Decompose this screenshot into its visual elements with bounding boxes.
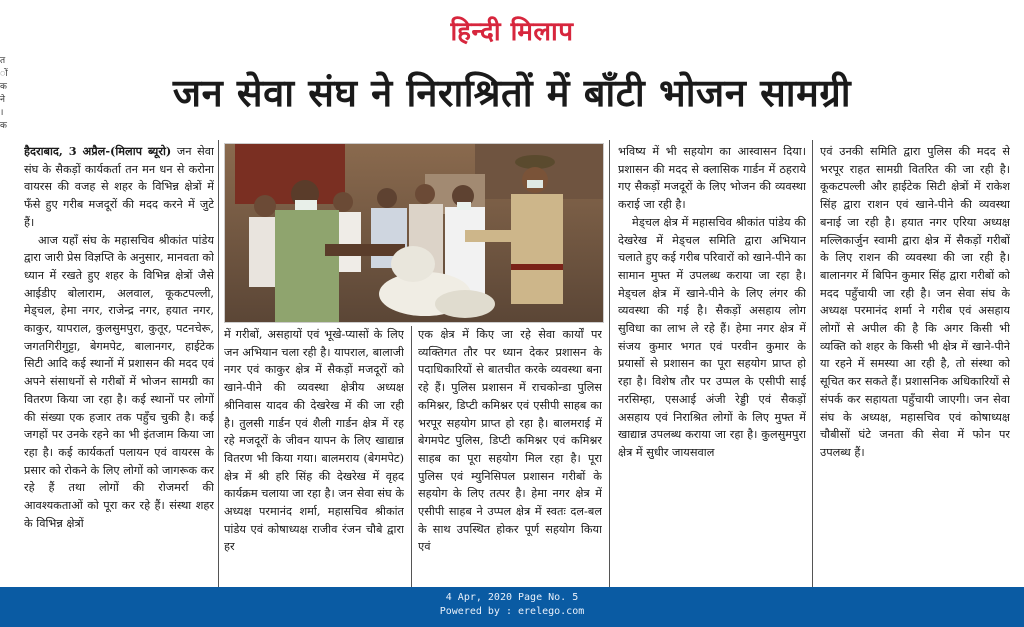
column-divider	[812, 140, 813, 587]
article-column-2	[224, 326, 404, 586]
article-column-5	[820, 143, 1010, 586]
footer-powered-by: Powered by : erelego.com	[439, 606, 585, 617]
article-column-1	[24, 143, 214, 586]
article-paragraph: जन सेवा संघ के सैकड़ों कार्यकर्ता तन मन धन से करोना वायरस की वजह से शहर के विभिन्न क्षेत्रों में फँसे हुए गरीब मजदूरों की मदद करने में जुटे हैं।	[24, 145, 214, 229]
article-column-3	[418, 326, 602, 586]
column-divider	[609, 140, 610, 587]
article-dateline: हैदराबाद, 3 अप्रैल-(मिलाप ब्यूरो)	[24, 144, 172, 158]
newspaper-masthead: हिन्दी मिलाप	[450, 17, 574, 47]
article-paragraph: एवं उनकी समिति द्वारा पुलिस की मदद से भरपूर राहत सामग्री वितरित की जा रही है। कूकटपल्ली और हाईटेक सिटी क्षेत्रों में राकेश सिंह द्वारा राशन एवं खाने-पीने की व्यवस्था बनाई जा रही है। हयात नगर एरिया अध्यक्ष मल्लिकार्जुन स्वामी द्वारा क्षेत्र में सैकड़ों गरीबों के लिए राशन की व्यवस्था की जा रही है। बालानगर में बिपिन कुमार सिंह द्वारा गरीबों को मदद पहुँचायी जा रही है। जन सेवा संघ के अध्यक्ष परमानंद शर्मा ने गरीब एवं असहाय लोगों से अपील की है कि अगर किसी भी व्यक्ति को शहर के किसी भी क्षेत्र में खाने-पीने या रहने में समस्या आ रही है, तो संस्था को सूचित कर सकते हैं। प्रशासनिक अधिकारियों से संपर्क कर सहायता पहुँचायी जाएगी। जन सेवा संघ के अध्यक्ष, महासचिव एवं कोषाध्यक्ष चौबीसों घंटे जनता की सेवा में फोन पर उपलब्ध हैं।	[820, 145, 1010, 459]
article-paragraph: एक क्षेत्र में किए जा रहे सेवा कार्यों पर व्यक्तिगत तौर पर ध्यान देकर प्रशासन के पदाधिकारियों से बातचीत करके व्यवस्था बना रहे हैं। पुलिस प्रशासन में राचकोन्डा पुलिस कमिश्नर, डिप्टी कमिश्नर एवं एसीपी साहब का भरपूर सहयोग प्राप्त हो रहा है। बालमराई में बेगमपेट पुलिस, डिप्टी कमिश्नर एवं कमिश्नर साहब का पूरा सहयोग मिल रहा है। पूरा पुलिस एवं म्युनिसिपल प्रशासन गरीबों के सहयोग के लिए तत्पर है। हेमा नगर क्षेत्र में एसीपी साहब ने उप्पल क्षेत्र में स्वतः दल-बल के साथ उपस्थित होकर पूर्ण सहयोग किया एवं	[418, 328, 602, 554]
article-paragraph: भविष्य में भी सहयोग का आस्वासन दिया। प्रशासन की मदद से क्लासिक गार्डन में ठहराये गए सैकड़ों मजदूरों के लिए भोजन की व्यवस्था कराई जा रही है।	[618, 145, 806, 212]
article-paragraph: में गरीबों, असहायों एवं भूखे-प्यासों के लिए जन अभियान चला रही है। यापराल, बालाजी नगर एवं काकुर क्षेत्र में सैकड़ों मजदूरों को खाने-पीने की व्यवस्था क्षेत्रीय अध्यक्ष श्रीनिवास यादव की देखरेख में की जा रही है। तुलसी गार्डन एवं शैली गार्डन क्षेत्र में रह रहे मजदूरों के जीवन यापन के लिए खाद्यान्न वितरण भी किया गया। बालमराय (बेगमपेट) क्षेत्र में श्री हरि सिंह की देखरेख में वृहद कार्यक्रम चलाया जा रहा है। जन सेवा संघ के अध्यक्ष परमानंद शर्मा, महासचिव श्रीकांत पांडेय एवं कोषाध्यक्ष राजीव रंजन चौबे द्वारा हर	[224, 328, 404, 554]
article-paragraph: मेड्चल क्षेत्र में महासचिव श्रीकांत पांडेय की देखरेख में मेड्चल समिति द्वारा अभियान चलाते हुए कई गरीब परिवारों को खाने-पीने का सामान मुफ्त में उपलब्ध कराया जा रहा है। मेड्चल क्षेत्र में खाने-पीने के लिए लंगर की व्यवस्था की गई है। सैकड़ों असहाय लोग सुविधा का लाभ ले रहे हैं। हेमा नगर क्षेत्र में संजय कुमार भगत एवं परवीन कुमार के प्रयासों से प्रशासन का पूरा सहयोग प्राप्त हो रहा है। विशेष तौर पर उप्पल के एसीपी साई नरसिम्हा, एसआई अंजी रेड्डी एवं सैकड़ों असहाय एवं निराश्रित लोगों के लिए मुफ्त में खाद्यान्न उपलब्ध कराया जा रहा है। कुलसुमपुरा क्षेत्र में सुधीर जायसवाल	[618, 215, 806, 459]
column-divider	[218, 140, 219, 587]
article-headline: जन सेवा संघ ने निराश्रितों में बाँटी भोजन सामग्री	[172, 71, 852, 115]
article-column-4	[618, 143, 806, 586]
food-distribution-photo	[225, 144, 603, 322]
article-paragraph: आज यहाँ संघ के महासचिव श्रीकांत पांडेय द्वारा जारी प्रेस विज्ञप्ति के अनुसार, मानवता को ध्यान में रखते हुए शहर के विभिन्न क्षेत्रों जैसे आईडीए बोलाराम, अलवाल, कूकटपल्ली, मेड्चल, हेमा नगर, राजेन्द्र नगर, हयात नगर, काकुर, यापराल, कुलसुमपुरा, कुतूर, पटनचेरू, जगतगिरीगुट्टा, बेगमपेट, बालानगर, हाईटेक सिटी आदि कई स्थानों में प्रशासन की मदद एवं अपने संसाधनों से गरीबों में भोजन सामग्री का वितरण किया जा रहा है। कई स्थानों पर लोगों की संख्या एक हजार तक पहुँच चुकी है। कई जगहों पर उनके रहने का भी इंतजाम किया जा रहा है। कई कार्यकर्ता पलायन एवं वायरस के प्रसार को रोकने के लिए लोगों को जागरूक कर रहे हैं तथा लोगों की रोजमर्रा की आवश्यकताओं को पूरा कर रहे हैं। संस्था शहर के विभिन्न क्षेत्रों	[24, 233, 214, 530]
news-photo	[224, 143, 604, 323]
column-divider	[411, 326, 412, 587]
footer-bar	[0, 587, 1024, 627]
footer-date: 4 Apr, 2020 Page No. 5	[445, 592, 579, 603]
adjacent-article-fragment: त ों क ने । क	[0, 56, 8, 131]
